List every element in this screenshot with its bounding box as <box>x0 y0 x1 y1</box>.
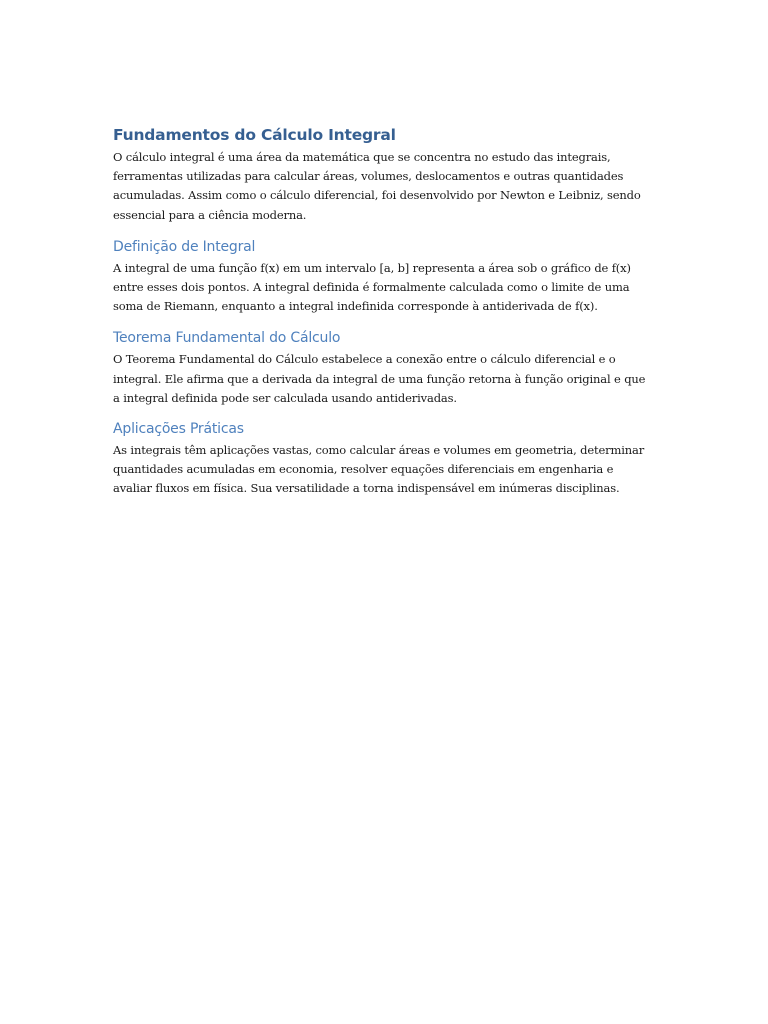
paragraph-line: integral. Ele afirma que a derivada da integral de uma função retorna à função original e que <box>113 371 646 386</box>
paragraph-line: O Teorema Fundamental do Cálculo estabelece a conexão entre o cálculo diferencial e o <box>113 352 616 367</box>
paragraph-line: acumuladas. Assim como o cálculo diferencial, foi desenvolvido por Newton e Leibniz, sendo <box>113 188 641 203</box>
section-definicao <box>113 237 661 317</box>
paragraph-line: quantidades acumuladas em economia, resolver equações diferenciais em engenharia e <box>113 462 614 477</box>
section-paragraph <box>113 441 661 499</box>
section-heading: Definição de Integral <box>113 238 256 255</box>
document-title: Fundamentos do Cálculo Integral <box>113 126 396 144</box>
section-heading: Aplicações Práticas <box>113 421 244 438</box>
paragraph-line: ferramentas utilizadas para calcular áreas, volumes, deslocamentos e outras quantidades <box>113 169 624 184</box>
intro-paragraph <box>113 148 661 225</box>
section-aplicacoes <box>113 419 661 499</box>
section-paragraph <box>113 350 661 408</box>
document-content <box>113 124 661 499</box>
paragraph-line: As integrais têm aplicações vastas, como calcular áreas e volumes em geometria, determinar <box>113 443 645 458</box>
section-paragraph <box>113 259 661 317</box>
paragraph-line: a integral definida pode ser calculada usando antiderivadas. <box>113 390 457 405</box>
paragraph-line: essencial para a ciência moderna. <box>113 207 307 222</box>
paragraph-line: O cálculo integral é uma área da matemática que se concentra no estudo das integrais, <box>113 150 611 164</box>
section-teorema <box>113 328 661 408</box>
paragraph-line: entre esses dois pontos. A integral definida é formalmente calculada como o limite de uma <box>113 280 630 295</box>
paragraph-line: A integral de uma função f(x) em um intervalo [a, b] representa a área sob o gráfico de f(x) <box>113 260 631 275</box>
section-heading: Teorema Fundamental do Cálculo <box>113 330 341 347</box>
paragraph-line: soma de Riemann, enquanto a integral indefinida corresponde à antiderivada de f(x). <box>113 299 598 314</box>
paragraph-line: avaliar fluxos em física. Sua versatilidade a torna indispensável em inúmeras disciplinas. <box>113 481 620 496</box>
